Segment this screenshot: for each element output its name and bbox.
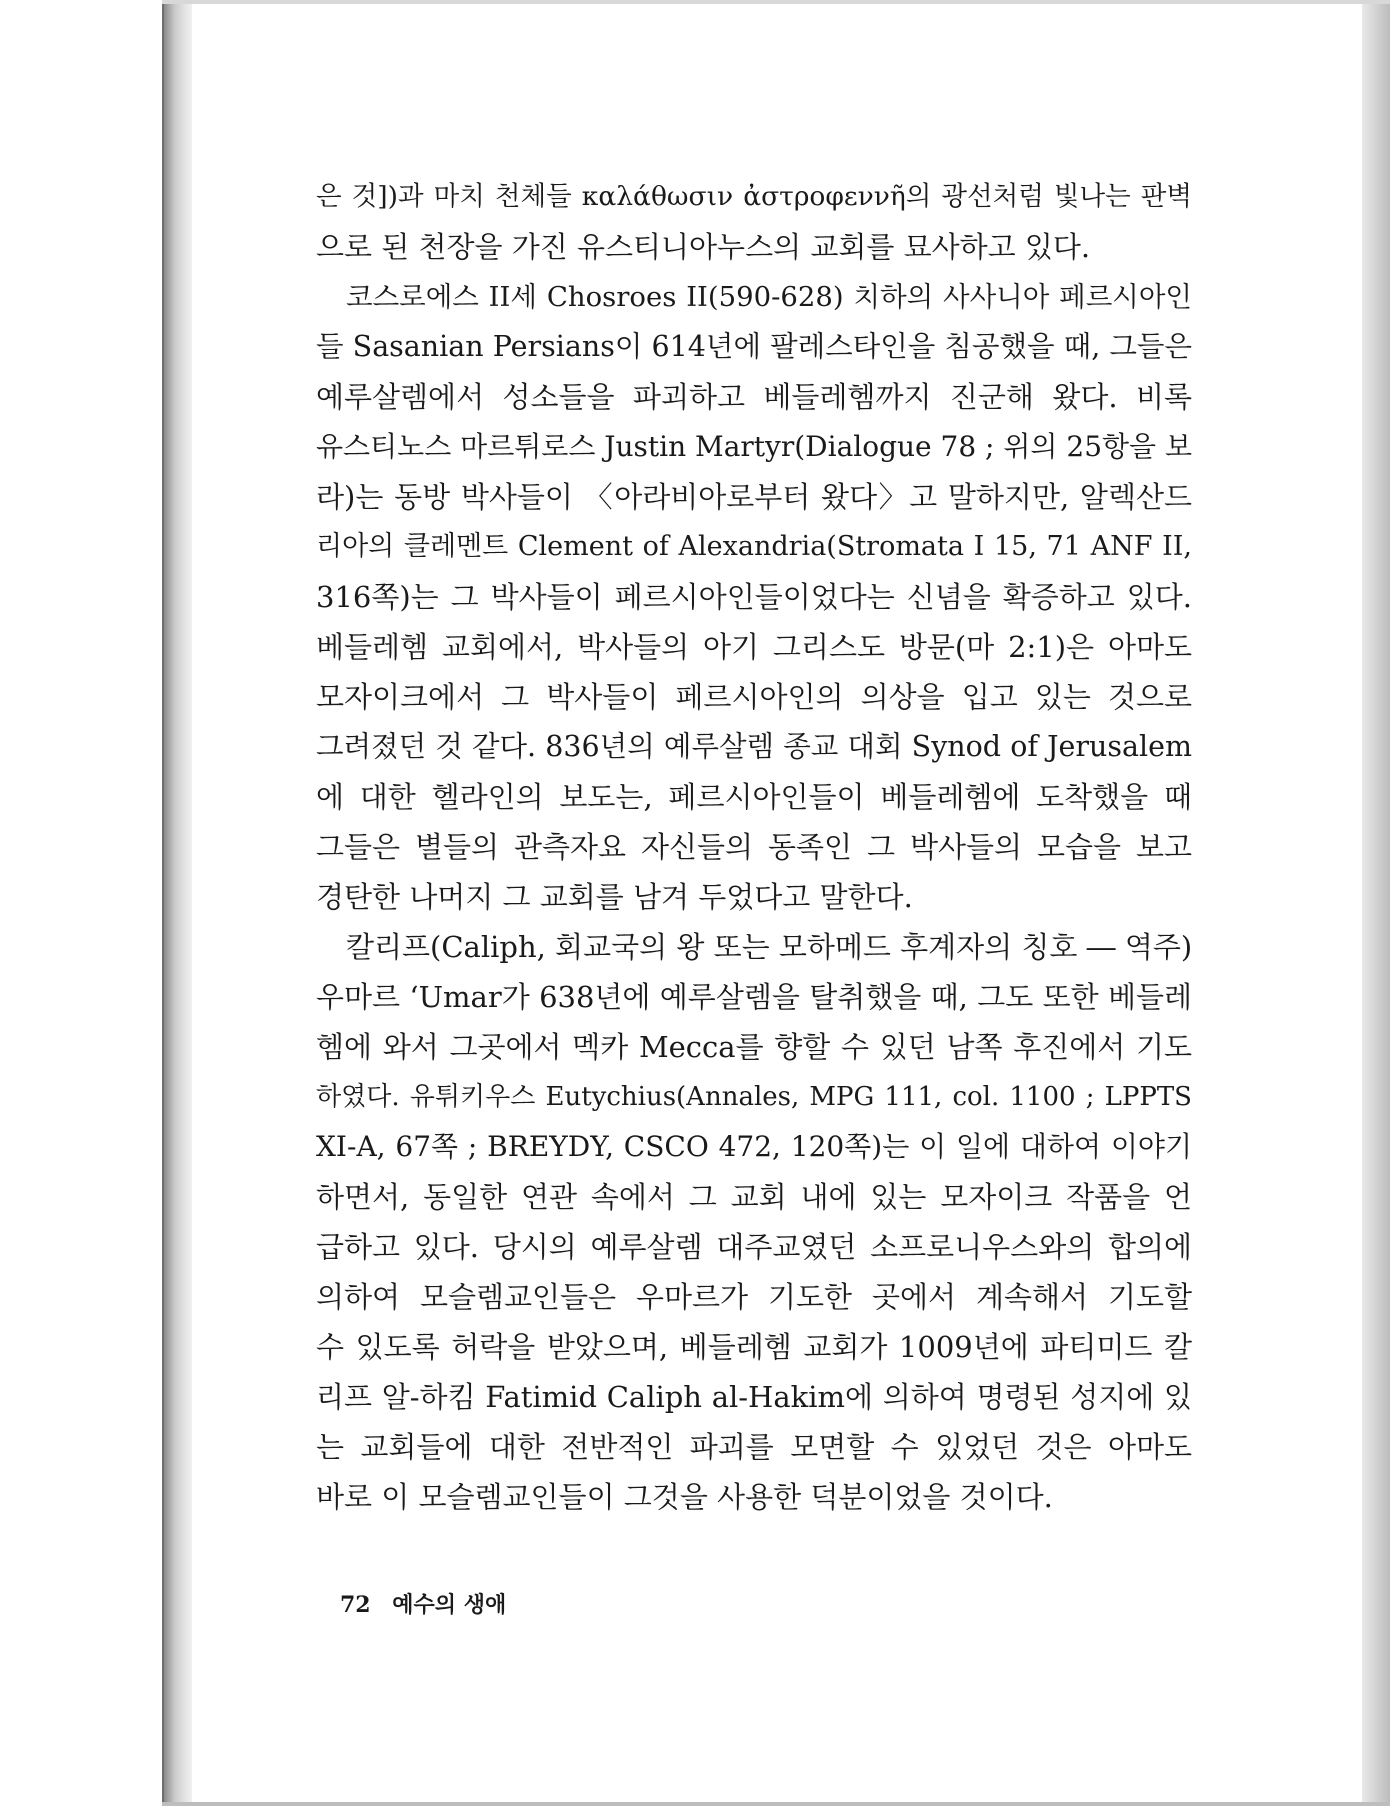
text-line: 코스로에스 II세 Chosroes II(590-628) 치하의 사사니아 페르시아인 [346,281,1192,313]
text-line: 는 교회들에 대한 전반적인 파괴를 모면할 수 있었던 것은 아마도 [316,1430,1192,1464]
text-line: 헴에 와서 그곳에서 멕카 Mecca를 향할 수 있던 남쪽 후진에서 기도 [316,1030,1192,1064]
text-line: 그려졌던 것 같다. 836년의 예루살렘 종교 대회 Synod of Jerusalem [316,730,1192,763]
text-line: 리프 알-하킴 Fatimid Caliph al-Hakim에 의하여 명령된 성지에 있 [316,1380,1192,1414]
text-line: 316쪽)는 그 박사들이 페르시아인들이었다는 신념을 확증하고 있다. [316,580,1192,614]
text-line: 칼리프(Caliph, 회교국의 왕 또는 모하메드 후계자의 칭호 ― 역주) [346,930,1193,964]
text-line: 라)는 동방 박사들이 〈아라비아로부터 왔다〉고 말하지만, 알렉산드 [316,480,1192,514]
text-line: 에 대한 헬라인의 보도는, 페르시아인들이 베들레헴에 도착했을 때 [316,780,1192,814]
page-number: 72 [340,1592,371,1618]
text-line: 예루살렘에서 성소들을 파괴하고 베들레헴까지 진군해 왔다. 비록 [316,380,1192,414]
text-line: XI-A, 67쪽 ; BREYDY, CSCO 472, 120쪽)는 이 일에 대하여 이야기 [316,1130,1192,1163]
running-title: 예수의 생애 [392,1592,507,1618]
text-line: 그들은 별들의 관측자요 자신들의 동족인 그 박사들의 모습을 보고 [316,830,1192,864]
text-line: 모자이크에서 그 박사들이 페르시아인의 의상을 입고 있는 것으로 [316,680,1192,714]
page-right-shadow [1362,4,1390,1802]
text-line: 하였다. 유튀키우스 Eutychius(Annales, MPG 111, col. 1100 ; LPPTS [316,1082,1192,1112]
text-line: 하면서, 동일한 연관 속에서 그 교회 내에 있는 모자이크 작품을 언 [316,1180,1192,1214]
text-line: 으로 된 천장을 가진 유스티니아누스의 교회를 묘사하고 있다. [316,230,1091,264]
text-line: 은 것])과 마치 천체들 καλάθωσιν ἀστροφεννῆ의 광선처럼 빛나는 판벽 [316,181,1192,212]
text-line: 의하여 모슬렘교인들은 우마르가 기도한 곳에서 계속해서 기도할 [316,1280,1192,1314]
page-footer [340,1588,506,1619]
text-line: 베들레헴 교회에서, 박사들의 아기 그리스도 방문(마 2:1)은 아마도 [316,630,1192,664]
text-line: 들 Sasanian Persians이 614년에 팔레스타인을 침공했을 때, 그들은 [316,330,1192,363]
text-line: 급하고 있다. 당시의 예루살렘 대주교였던 소프로니우스와의 합의에 [316,1230,1192,1264]
body-text [316,172,1192,1522]
text-line: 바로 이 모슬렘교인들이 그것을 사용한 덕분이었을 것이다. [316,1480,1053,1514]
page-edge-bottom [162,1802,1390,1806]
text-line: 수 있도록 허락을 받았으며, 베들레헴 교회가 1009년에 파티미드 칼 [316,1330,1192,1364]
text-line: 리아의 클레멘트 Clement of Alexandria(Stromata I 15, 71 ANF II, [316,531,1192,562]
text-line: 경탄한 나머지 그 교회를 남겨 두었다고 말한다. [316,880,913,914]
text-line: 우마르 ‘Umar가 638년에 예루살렘을 탈취했을 때, 그도 또한 베들레 [316,980,1192,1014]
text-line: 유스티노스 마르튀로스 Justin Martyr(Dialogue 78 ; 위의 25항을 보 [316,430,1193,463]
book-spine-edge [162,4,194,1802]
